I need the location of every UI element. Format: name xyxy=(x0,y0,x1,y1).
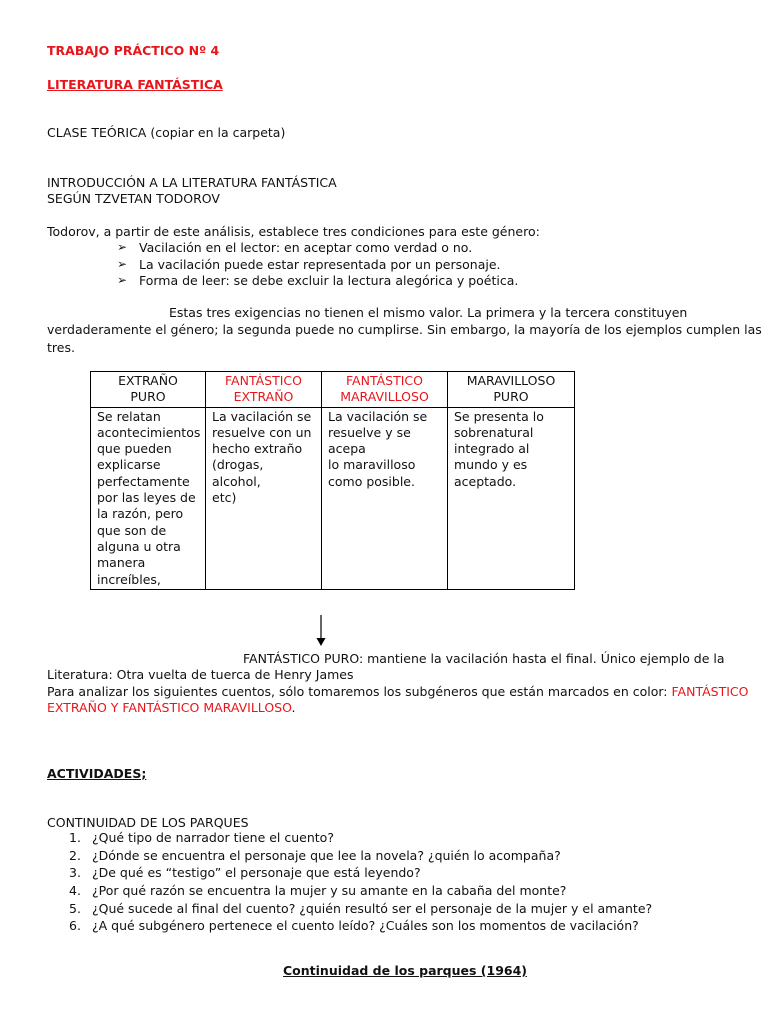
question-number: 1. xyxy=(69,830,81,845)
cell-line: sobrenatural xyxy=(454,424,534,440)
question-text: ¿Qué tipo de narrador tiene el cuento? xyxy=(92,830,334,845)
header-line: PURO xyxy=(130,389,166,405)
cell-line: resuelve y se acepa xyxy=(328,424,411,457)
cell-line: La vacilación se xyxy=(328,408,428,424)
question-number: 6. xyxy=(69,918,81,934)
header-extrano-puro xyxy=(91,372,206,408)
header-line: FANTÁSTICO xyxy=(346,373,423,388)
cell-maravilloso-puro xyxy=(448,407,575,589)
cell-line: aceptado. xyxy=(454,473,517,489)
puro-line3 xyxy=(47,684,748,699)
puro-line4 xyxy=(47,700,295,715)
puro-line3-highlight: FANTÁSTICO xyxy=(671,684,749,699)
intro-heading-line1: INTRODUCCIÓN A LA LITERATURA FANTÁSTICA xyxy=(47,175,337,190)
cell-line: (drogas, alcohol, xyxy=(212,457,264,489)
question-text: ¿Por qué razón se encuentra la mujer y su amante en la cabaña del monte? xyxy=(92,883,567,899)
intro-heading-line2: SEGÚN TZVETAN TODOROV xyxy=(47,191,220,206)
cell-line: que pueden xyxy=(97,441,172,457)
activities-heading: ACTIVIDADES; xyxy=(47,766,147,781)
cell-line: explicarse xyxy=(97,457,161,473)
down-arrow-icon xyxy=(314,614,328,648)
header-maravilloso-puro xyxy=(448,372,575,408)
arrow-bullet-icon: ➢ xyxy=(117,240,128,254)
class-note: CLASE TEÓRICA (copiar en la carpeta) xyxy=(47,125,286,140)
puro-line2: Literatura: Otra vuelta de tuerca de Henry James xyxy=(47,667,354,682)
question-number: 5. xyxy=(69,900,81,916)
cell-line: hecho extraño xyxy=(212,441,303,457)
header-fantastico-maravilloso xyxy=(322,372,448,408)
intro-para-line1: Estas tres exigencias no tienen el mismo valor. La primera y la tercera constituyen xyxy=(169,305,688,320)
question-number: 3. xyxy=(69,865,81,881)
question-text: ¿Dónde se encuentra el personaje que lee la novela? ¿quién lo acompaña? xyxy=(92,847,561,863)
header-line: FANTÁSTICO xyxy=(225,373,302,388)
arrow-bullet-icon: ➢ xyxy=(117,257,128,271)
intro-lead: Todorov, a partir de este análisis, establece tres condiciones para este género: xyxy=(47,224,540,239)
cell-line: perfectamente xyxy=(97,473,190,489)
question-text: ¿Qué sucede al final del cuento? ¿quién resultó ser el personaje de la mujer y el amante? xyxy=(92,900,653,916)
header-line: EXTRAÑO xyxy=(118,373,178,388)
cell-line: Se relatan xyxy=(97,408,161,424)
cell-line: que son de xyxy=(97,522,167,538)
story-title: Continuidad de los parques (1964) xyxy=(283,963,528,978)
tp-title: TRABAJO PRÁCTICO Nº 4 xyxy=(47,43,220,58)
story-name: CONTINUIDAD DE LOS PARQUES xyxy=(47,815,249,830)
cell-line: resuelve con un xyxy=(212,424,312,440)
cell-line: Se presenta lo xyxy=(454,408,544,424)
header-line: MARAVILLOSO xyxy=(340,389,429,405)
subject-title: LITERATURA FANTÁSTICA xyxy=(47,77,223,92)
question-text: ¿A qué subgénero pertenece el cuento leído? ¿Cuáles son los momentos de vacilación? xyxy=(92,918,639,934)
cell-line: lo maravilloso xyxy=(328,457,416,473)
header-line: MARAVILLOSO xyxy=(466,373,556,388)
cell-extrano-puro xyxy=(91,407,206,589)
intro-para-line2: verdaderamente el género; la segunda puede no cumplirse. Sin embargo, la mayoría de los ejemplos cumplen las xyxy=(47,322,762,337)
cell-line: manera xyxy=(97,555,146,571)
question-number: 4. xyxy=(69,883,81,899)
condition-item: Vacilación en el lector: en aceptar como verdad o no. xyxy=(139,240,473,255)
cell-line: La vacilación se xyxy=(212,408,312,424)
cell-fantastico-maravilloso xyxy=(322,407,448,589)
categories-table xyxy=(90,371,575,590)
puro-line3-text: Para analizar los siguientes cuentos, sólo tomaremos los subgéneros que están marcados en color: xyxy=(47,684,672,699)
cell-line: alguna u otra xyxy=(97,538,181,554)
cell-line: integrado al xyxy=(454,441,530,457)
puro-line4-end: . xyxy=(291,700,296,715)
cell-line: por las leyes de xyxy=(97,490,196,506)
cell-line: etc) xyxy=(212,490,237,506)
puro-line4-highlight: EXTRAÑO Y FANTÁSTICO MARAVILLOSO xyxy=(47,700,292,715)
cell-line: increíbles, xyxy=(97,571,161,587)
cell-line: acontecimientos xyxy=(97,424,201,440)
condition-item: Forma de leer: se debe excluir la lectura alegórica y poética. xyxy=(139,273,519,288)
header-fantastico-extrano xyxy=(206,372,322,408)
puro-line1: FANTÁSTICO PURO: mantiene la vacilación hasta el final. Único ejemplo de la xyxy=(243,651,725,666)
question-number: 2. xyxy=(69,847,81,863)
cell-line: la razón, pero xyxy=(97,506,184,522)
cell-line: mundo y es xyxy=(454,457,528,473)
cell-fantastico-extrano xyxy=(206,407,322,589)
intro-para-line3: tres. xyxy=(47,340,75,355)
header-line: EXTRAÑO xyxy=(233,389,294,405)
cell-line: como posible. xyxy=(328,473,415,489)
arrow-bullet-icon: ➢ xyxy=(117,273,128,287)
question-text: ¿De qué es “testigo” el personaje que está leyendo? xyxy=(92,865,421,881)
header-line: PURO xyxy=(493,389,529,405)
condition-item: La vacilación puede estar representada por un personaje. xyxy=(139,257,501,272)
